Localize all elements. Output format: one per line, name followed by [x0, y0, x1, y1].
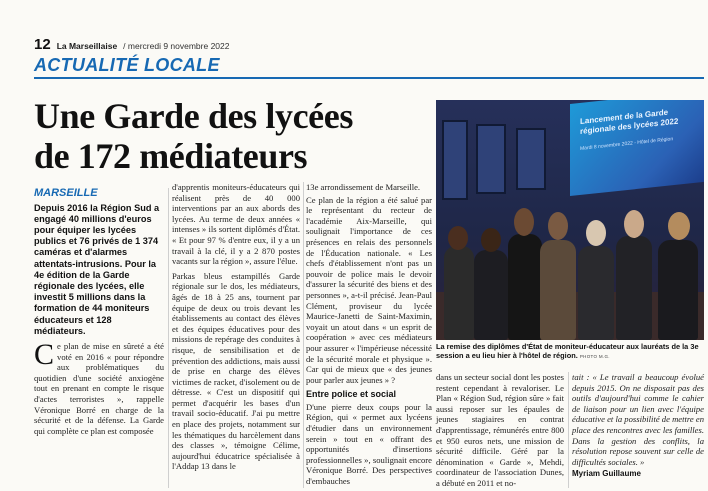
- person-figure: [578, 246, 614, 340]
- rubric-divider: [34, 77, 704, 79]
- article-headline: [34, 96, 434, 176]
- person-figure: [616, 236, 652, 340]
- photo-window: [442, 120, 468, 200]
- slide-subtitle: Mardi 8 novembre 2022 - Hôtel de Région: [580, 136, 674, 152]
- person-head: [514, 208, 534, 236]
- person-figure: [658, 240, 698, 340]
- column-divider: [303, 182, 304, 488]
- column-2: [172, 182, 300, 488]
- column-3: [306, 182, 432, 488]
- event-photo: [436, 100, 704, 340]
- drop-cap: C: [34, 338, 55, 372]
- publication-date: / mercredi 9 novembre 2022: [123, 41, 230, 51]
- photo-caption: [436, 342, 704, 361]
- body-paragraph-4: 13e arrondissement de Marseille.: [306, 182, 421, 192]
- location-kicker: MARSEILLE: [34, 187, 98, 199]
- body-paragraph-7: dans un secteur social dont les postes restent cependant à revaloriser. Le Plan « Région Sud, région sûre » fait aussi reposer sur les épaules de jeunes stagiaires en contrat d'apprentissage, rémunérés entre 800 et 950 euros nets, une mission de sécurité difficile. Géré par la dénomination « Garde », Mehdi, coordinateur de l'association Dunes, a débuté en 2011 et no-: [436, 372, 564, 488]
- column-1: [34, 188, 164, 488]
- photo-credit: PHOTO M.G.: [579, 354, 610, 359]
- photo-window: [476, 124, 506, 194]
- person-head: [624, 210, 644, 238]
- person-figure: [474, 250, 508, 340]
- column-divider: [568, 372, 569, 488]
- person-head: [448, 226, 468, 250]
- person-head: [586, 220, 606, 246]
- caption-text: La remise des diplômes d'État de moniteur-éducateur aux lauréats de la 3e session a eu lieu hier à l'hôtel de région.: [436, 342, 699, 360]
- person-figure: [540, 240, 576, 340]
- body-paragraph-8: tait : « Le travail a beaucoup évolué depuis 2015. On ne disposait pas des outils d'aujourd'hui comme le cahier de liaison pour un lien avec l'équipe éducative et la possibilité de mettre en place des rencontres avec les familles. Dans la gestion des conflits, la résolution repose souvent sur celle de difficultés sociales. »: [572, 372, 704, 467]
- body-paragraph-3: Parkas bleus estampillés Garde régionale sur le dos, les médiateurs, âgés de 18 à 25 ans, tournent par équipe de deux ou trois devant les établissements au contact des élèves et des équipes éducatives pour des missions de repérage des conduites à risque, de sensibilisation et de prévention des addictions, mais aussi de prise en charge des élèves victimes de racket, d'isolement ou de détresse. « C'est un dispositif qui permet d'acquérir les bases d'un travail socio-éducatif. J'ai pu mettre en place des projets, notamment sur les thématiques du harcèlement dans des classes », témoigne Célime, aujourd'hui éducatrice spécialisée à l'Addap 13 dans le: [172, 270, 300, 472]
- headline-line-2: de 172 médiateurs: [34, 136, 308, 176]
- section-subhead: Entre police et social: [306, 389, 397, 400]
- person-head: [668, 212, 690, 240]
- body-paragraph-5: Ce plan de la région a été salué par le représentant du recteur de l'académie Aix-Marseille, qui soulignait l'importance de ces présences en relais des personnels de l'Éducation nationale. « Les chefs d'établissement n'ont pas un pouvoir de police mais le devoir d'assurer la sécurité des biens et des personnes », a-t-il précisé. Jean-Paul Clément, proviseur du lycée Maurice-Janetti de Saint-Maximin, voyait un atout dans « un esprit de coopération » avec ces médiateurs pour assurer « l'impérieuse nécessité de la sécurité morale et physique ». Car qui de mieux que « des jeunes pour parler aux jeunes » ?: [306, 194, 432, 385]
- person-head: [481, 228, 501, 252]
- section-rubric: ACTUALITÉ LOCALE: [34, 55, 220, 75]
- person-head: [548, 212, 568, 240]
- presentation-screen: [570, 100, 704, 196]
- column-4: [436, 372, 564, 488]
- page-number: 12: [34, 36, 51, 53]
- author-byline: Myriam Guillaume: [572, 469, 641, 479]
- body-paragraph-1: [34, 338, 164, 436]
- masthead: La Marseillaise: [56, 41, 118, 51]
- page-header: [34, 36, 230, 53]
- article-lede: Depuis 2016 la Région Sud a engagé 40 millions d'euros pour équiper les lycées publics et 76 privés de 1 374 caméras et d'alarmes attentats-intrusions. Pour la 4e édition de la Garde régionale des lycées, elle investit 5 millions dans la formation de 44 moniteurs éducateurs et 128 médiateurs.: [34, 202, 160, 336]
- body-paragraph-2: d'apprentis moniteurs-éducateurs qui réalisent près de 40 000 interventions par an aux abords des lycées. Au terme de deux années « intenses » ils sortent diplômés d'État. « Et pour 97 % d'entre eux, il y a un travail à la clé, il y a 2 870 postes vacants sur la région », assure l'élue.: [172, 182, 300, 267]
- headline-line-1: Une Garde des lycées: [34, 96, 353, 136]
- body-paragraph-6: D'une pierre deux coups pour la Région, qui « permet aux lycéens d'étudier dans un environnement serein » tout en « offrant des opportunités d'insertions professionnelles », soulignait encore Véronique Borré. Des perspectives d'embauches: [306, 401, 432, 487]
- column-divider: [168, 188, 169, 488]
- body-text: e plan de mise en sûreté a été voté en 2016 « pour répondre aux problématiques du quotidien d'une société anxiogène tout en prenant en compte le risque d'actes terroristes », rappelle Véronique Borré en charge de la sécurité et de la défense. La Garde qui complète ce plan est composée: [34, 341, 164, 436]
- column-5: [572, 372, 704, 488]
- person-figure: [444, 246, 474, 340]
- person-figure: [508, 234, 542, 340]
- photo-window: [516, 128, 546, 190]
- slide-title: Lancement de la Garde régionale des lycées 2022: [580, 107, 679, 136]
